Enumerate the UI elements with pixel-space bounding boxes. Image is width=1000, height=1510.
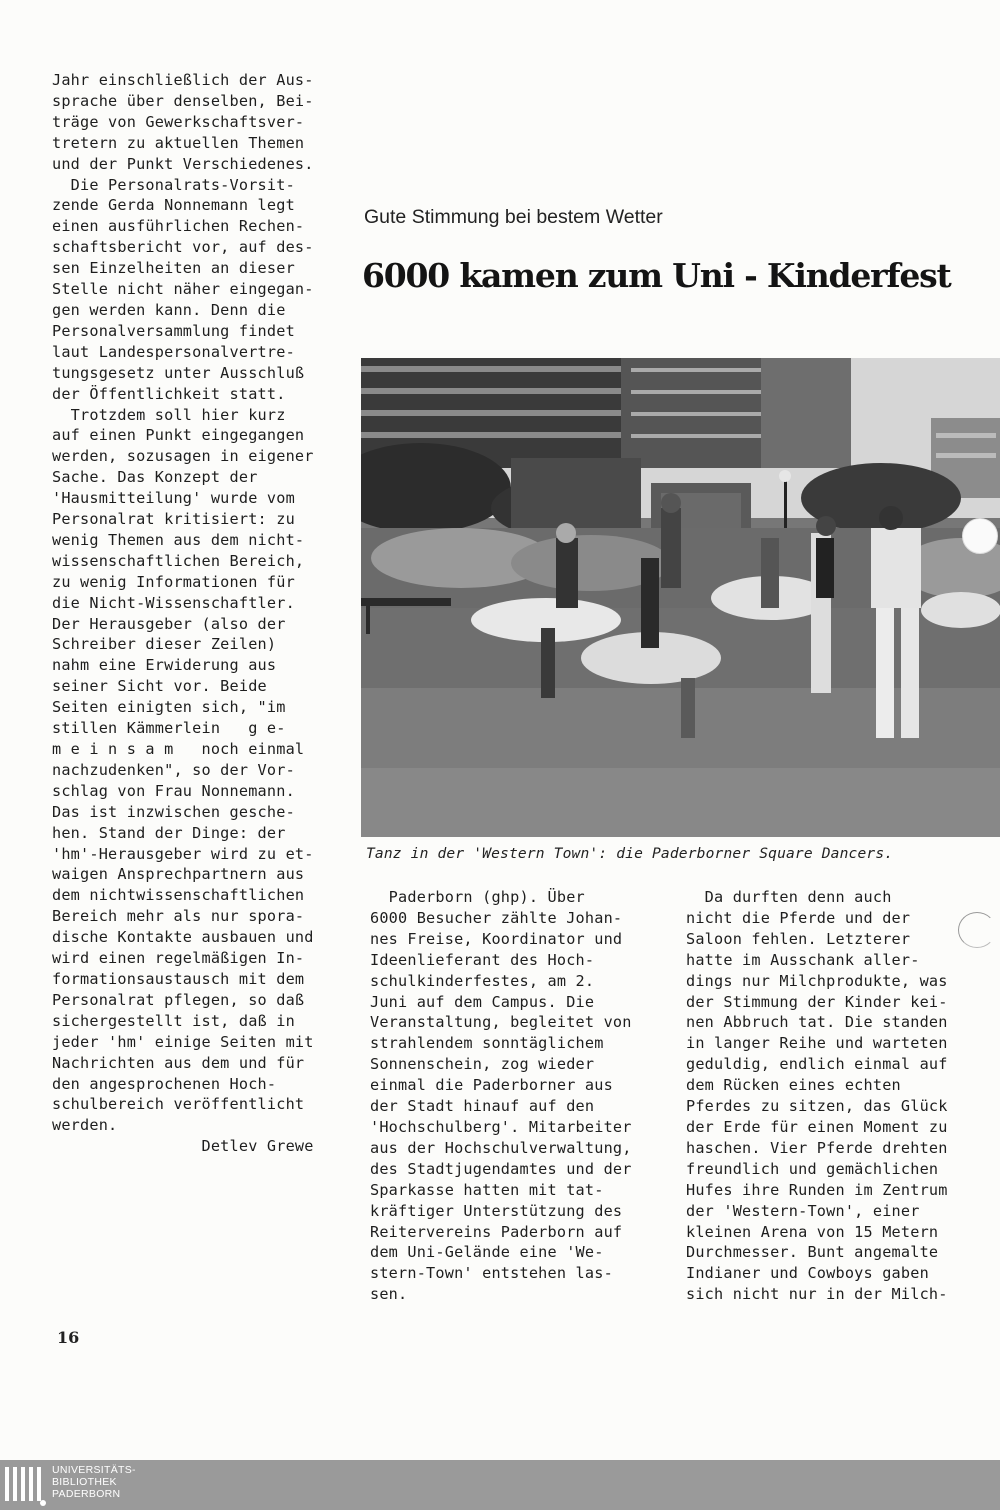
text-line: Detlev Grewe <box>52 1137 314 1156</box>
text-line: wenig Themen aus dem nicht- <box>52 530 305 549</box>
text-line: tungsgesetz unter Ausschluß <box>52 363 305 382</box>
text-line: sich nicht nur in der Milch- <box>686 1285 948 1304</box>
text-line: dem Uni-Gelände eine 'We- <box>370 1243 604 1262</box>
text-line: kräftiger Unterstützung des <box>370 1201 623 1220</box>
text-line: Schreiber dieser Zeilen) <box>52 635 277 654</box>
text-line: freundlich und gemächlichen <box>686 1159 939 1178</box>
text-line: 'Hausmitteilung' wurde vom <box>52 489 295 508</box>
text-line: schlag von Frau Nonnemann. <box>52 781 295 800</box>
punch-hole <box>962 518 998 554</box>
text-line: jeder 'hm' einige Seiten mit <box>52 1032 314 1051</box>
middle-text-column <box>370 887 670 1305</box>
text-line: in langer Reihe und warteten <box>686 1034 948 1053</box>
text-line: nicht die Pferde und der <box>686 908 911 927</box>
text-line: schulkinderfestes, am 2. <box>370 971 595 990</box>
text-line: seiner Sicht vor. Beide <box>52 677 267 696</box>
text-line: Personalversammlung findet <box>52 321 295 340</box>
text-line: dem Rücken eines echten <box>686 1076 901 1095</box>
photo-caption: Tanz in der 'Western Town': die Paderborner Square Dancers. <box>366 845 894 862</box>
text-line: nen Abbruch tat. Die standen <box>686 1013 948 1032</box>
text-line: die Nicht-Wissenschaftler. <box>52 593 295 612</box>
text-line: Reitervereins Paderborn auf <box>370 1222 623 1241</box>
text-line: zende Gerda Nonnemann legt <box>52 196 295 215</box>
text-line: auf einen Punkt eingegangen <box>52 426 305 445</box>
text-line: nes Freise, Koordinator und <box>370 929 623 948</box>
text-line: Personalrat kritisiert: zu <box>52 510 295 529</box>
text-line: Jahr einschließlich der Aus- <box>52 71 314 89</box>
text-line: der Öffentlichkeit statt. <box>52 384 286 403</box>
text-line: hen. Stand der Dinge: der <box>52 823 286 842</box>
text-line: Stelle nicht näher eingegan- <box>52 280 314 299</box>
library-name-line: PADERBORN <box>52 1488 121 1500</box>
text-line: Pferdes zu sitzen, das Glück <box>686 1097 948 1116</box>
text-line: stillen Kämmerlein g e- <box>52 719 286 738</box>
text-line: Saloon fehlen. Letzterer <box>686 929 911 948</box>
text-line: 6000 Besucher zählte Johan- <box>370 908 623 927</box>
text-line: Trotzdem soll hier kurz <box>52 405 286 424</box>
text-line: nahm eine Erwiderung aus <box>52 656 277 675</box>
text-line: der Stadt hinauf auf den <box>370 1097 595 1116</box>
left-text-column <box>52 70 352 1157</box>
text-line: 'hm'-Herausgeber wird zu et- <box>52 844 314 863</box>
text-line: Indianer und Cowboys gaben <box>686 1264 929 1283</box>
square-dancers-photo <box>361 358 1000 837</box>
article-headline: 6000 kamen zum Uni - Kinderfest <box>362 256 951 295</box>
text-line: waigen Ansprechpartnern aus <box>52 865 305 884</box>
text-line: der Stimmung der Kinder kei- <box>686 992 948 1011</box>
text-line: hatte im Ausschank aller- <box>686 950 920 969</box>
text-line: Ideenlieferant des Hoch- <box>370 950 595 969</box>
text-line: und der Punkt Verschiedenes. <box>52 154 314 173</box>
text-line: dem nichtwissenschaftlichen <box>52 886 305 905</box>
library-footer-bar <box>0 1460 1000 1510</box>
text-line: der Erde für einen Moment zu <box>686 1117 948 1136</box>
text-line: einen ausführlichen Rechen- <box>52 217 305 236</box>
text-line: Nachrichten aus dem und für <box>52 1053 305 1072</box>
text-line: Da durften denn auch <box>686 888 892 906</box>
text-line: einmal die Paderborner aus <box>370 1076 613 1095</box>
text-line: m e i n s a m noch einmal <box>52 740 305 758</box>
text-line: schaftsbericht vor, auf des- <box>52 238 314 257</box>
text-line: 'Hochschulberg'. Mitarbeiter <box>370 1117 632 1136</box>
text-line: Seiten einigten sich, "im <box>52 698 286 717</box>
text-line: haschen. Vier Pferde drehten <box>686 1138 948 1157</box>
text-line: Sparkasse hatten mit tat- <box>370 1180 604 1199</box>
text-line: formationsaustausch mit dem <box>52 969 305 988</box>
text-line: werden, sozusagen in eigener <box>52 447 314 466</box>
text-line: Das ist inzwischen gesche- <box>52 802 295 821</box>
library-name-line: UNIVERSITÄTS- <box>52 1464 136 1476</box>
text-line: sichergestellt ist, daß in <box>52 1011 295 1030</box>
text-line: Veranstaltung, begleitet von <box>370 1013 632 1032</box>
text-line: Bereich mehr als nur spora- <box>52 907 305 926</box>
text-line: sprache über denselben, Bei- <box>52 91 314 110</box>
text-line: zu wenig Informationen für <box>52 572 295 591</box>
library-logo-icon <box>3 1463 47 1507</box>
text-line: Personalrat pflegen, so daß <box>52 990 305 1009</box>
text-line: dische Kontakte ausbauen und <box>52 928 314 947</box>
text-line: der 'Western-Town', einer <box>686 1201 920 1220</box>
text-line: Durchmesser. Bunt angemalte <box>686 1243 939 1262</box>
library-name-line: BIBLIOTHEK <box>52 1476 117 1488</box>
text-line: schulbereich veröffentlicht <box>52 1095 305 1114</box>
text-line: kleinen Arena von 15 Metern <box>686 1222 939 1241</box>
text-line: geduldig, endlich einmal auf <box>686 1055 948 1074</box>
library-name <box>52 1464 136 1500</box>
punch-hole-outline <box>958 912 996 948</box>
text-line: wird einen regelmäßigen In- <box>52 949 305 968</box>
right-text-column <box>686 887 986 1305</box>
text-line: gen werden kann. Denn die <box>52 300 286 319</box>
text-line: Sonnenschein, zog wieder <box>370 1055 595 1074</box>
text-line: Sache. Das Konzept der <box>52 468 258 487</box>
text-line: laut Landespersonalvertre- <box>52 342 295 361</box>
text-line: sen. <box>370 1285 408 1304</box>
text-line: den angesprochenen Hoch- <box>52 1074 277 1093</box>
text-line: träge von Gewerkschaftsver- <box>52 112 305 131</box>
text-line: tretern zu aktuellen Themen <box>52 133 305 152</box>
text-line: werden. <box>52 1116 118 1135</box>
text-line: Paderborn (ghp). Über <box>370 888 585 906</box>
text-line: Der Herausgeber (also der <box>52 614 286 633</box>
article-kicker: Gute Stimmung bei bestem Wetter <box>364 206 663 228</box>
text-line: Juni auf dem Campus. Die <box>370 992 595 1011</box>
text-line: dings nur Milchprodukte, was <box>686 971 948 990</box>
text-line: strahlendem sonntäglichem <box>370 1034 604 1053</box>
text-line: sen Einzelheiten an dieser <box>52 259 295 278</box>
text-line: des Stadtjugendamtes und der <box>370 1159 632 1178</box>
text-line: Hufes ihre Runden im Zentrum <box>686 1180 948 1199</box>
text-line: Die Personalrats-Vorsit- <box>52 175 295 194</box>
text-line: stern-Town' entstehen las- <box>370 1264 613 1283</box>
page-number: 16 <box>57 1328 80 1347</box>
text-line: wissenschaftlichen Bereich, <box>52 551 305 570</box>
text-line: aus der Hochschulverwaltung, <box>370 1138 632 1157</box>
text-line: nachzudenken", so der Vor- <box>52 760 295 779</box>
